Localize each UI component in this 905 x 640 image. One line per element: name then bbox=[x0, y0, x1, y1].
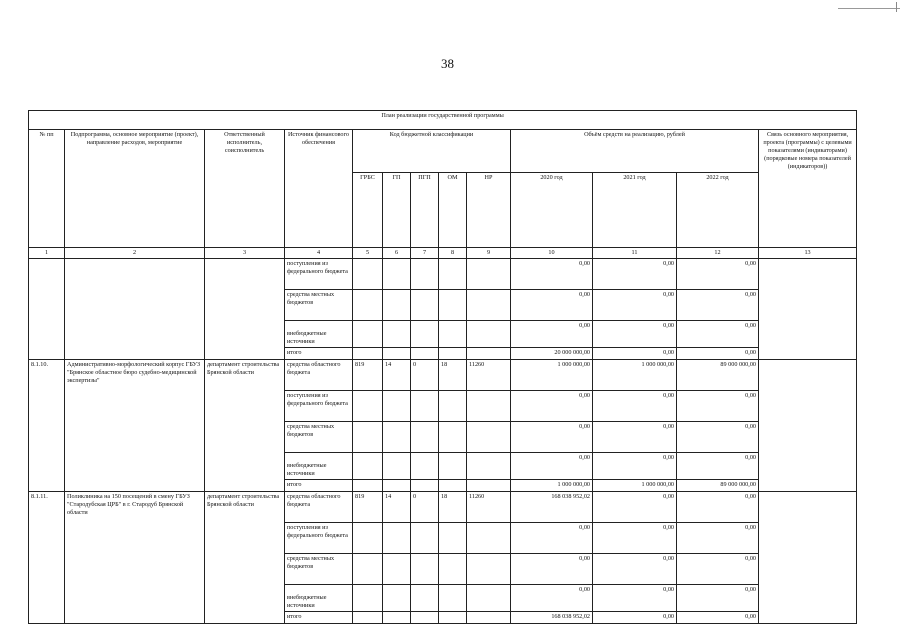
total-2021: 1 000 000,00 bbox=[593, 480, 677, 492]
col-number: 7 bbox=[411, 248, 439, 259]
page-number: 38 bbox=[441, 56, 454, 71]
col-number: 1 bbox=[29, 248, 65, 259]
header-pgp: ПГП bbox=[411, 173, 439, 248]
title-row bbox=[29, 111, 857, 130]
cell-empty bbox=[65, 259, 205, 360]
header-responsible: Ответственный исполнитель, соисполнитель bbox=[205, 130, 285, 248]
code-om: 18 bbox=[439, 360, 467, 391]
item-responsible: департамент строительства Брянской области bbox=[205, 492, 285, 624]
header-gp: ГП bbox=[383, 173, 411, 248]
header-source: Источник финансового обеспечения bbox=[285, 130, 353, 248]
header-budget-code: Код бюджетной классификации bbox=[353, 130, 511, 173]
header-volume: Объём средств на реализацию, рублей bbox=[511, 130, 759, 173]
item-name: Поликлиника на 150 посещений в смену ГБУЗ "Стародубская ЦРБ" в г. Стародуб Брянской области bbox=[65, 492, 205, 624]
table-row bbox=[29, 492, 857, 523]
source-extra: внебюджетные источники bbox=[285, 321, 353, 348]
source-local: средства местных бюджетов bbox=[285, 554, 353, 585]
item-number: 8.1.10. bbox=[29, 360, 65, 492]
code-om: 18 bbox=[439, 492, 467, 523]
code-gp: 14 bbox=[383, 492, 411, 523]
header-num: № пп bbox=[29, 130, 65, 248]
value-2021: 0,00 bbox=[593, 554, 677, 585]
value-2021: 0,00 bbox=[593, 391, 677, 422]
header-row bbox=[29, 130, 857, 173]
code-nr: 11260 bbox=[467, 360, 511, 391]
code-grbs: 819 bbox=[353, 492, 383, 523]
value-2021: 0,00 bbox=[593, 321, 677, 348]
col-number: 6 bbox=[383, 248, 411, 259]
value-2022: 0,00 bbox=[677, 585, 759, 612]
value-2020: 1 000 000,00 bbox=[511, 360, 593, 391]
total-2021: 0,00 bbox=[593, 348, 677, 360]
code-grbs: 819 bbox=[353, 360, 383, 391]
value-2021: 0,00 bbox=[593, 259, 677, 290]
value-2020: 168 038 952,02 bbox=[511, 492, 593, 523]
value-2021: 0,00 bbox=[593, 453, 677, 480]
source-federal: поступления из федерального бюджета bbox=[285, 259, 353, 290]
total-2020: 168 038 952,02 bbox=[511, 612, 593, 624]
source-extra: внебюджетные источники bbox=[285, 453, 353, 480]
top-mark bbox=[896, 2, 897, 12]
value-2020: 0,00 bbox=[511, 259, 593, 290]
cell-link bbox=[759, 259, 857, 360]
cell-empty bbox=[205, 259, 285, 360]
value-2022: 0,00 bbox=[677, 453, 759, 480]
total-2022: 89 000 000,00 bbox=[677, 480, 759, 492]
code-nr: 11260 bbox=[467, 492, 511, 523]
source-total: итого bbox=[285, 348, 353, 360]
value-2021: 0,00 bbox=[593, 290, 677, 321]
table-title: План реализации государственной программы bbox=[29, 111, 857, 130]
source-total: итого bbox=[285, 612, 353, 624]
value-2022: 0,00 bbox=[677, 321, 759, 348]
total-2022: 0,00 bbox=[677, 612, 759, 624]
source-total: итого bbox=[285, 480, 353, 492]
header-link: Связь основного мероприятия, проекта (программы) с целевыми показателями (индикаторами) (порядковые номера показателей (индикаторов)) bbox=[759, 130, 857, 248]
value-2021: 1 000 000,00 bbox=[593, 360, 677, 391]
value-2022: 0,00 bbox=[677, 422, 759, 453]
table-row bbox=[29, 360, 857, 391]
col-number: 5 bbox=[353, 248, 383, 259]
value-2022: 0,00 bbox=[677, 391, 759, 422]
total-2020: 20 000 000,00 bbox=[511, 348, 593, 360]
col-number: 9 bbox=[467, 248, 511, 259]
item-number: 8.1.11. bbox=[29, 492, 65, 624]
cell-link bbox=[759, 360, 857, 492]
col-number: 8 bbox=[439, 248, 467, 259]
source-regional: средства областного бюджета bbox=[285, 492, 353, 523]
source-local: средства местных бюджетов bbox=[285, 422, 353, 453]
col-number: 4 bbox=[285, 248, 353, 259]
source-local: средства местных бюджетов bbox=[285, 290, 353, 321]
col-number: 13 bbox=[759, 248, 857, 259]
source-federal: поступления из федерального бюджета bbox=[285, 391, 353, 422]
code-pgp: 0 bbox=[411, 360, 439, 391]
code-gp: 14 bbox=[383, 360, 411, 391]
column-numbers-row bbox=[29, 248, 857, 259]
header-2020: 2020 год bbox=[511, 173, 593, 248]
value-2022: 0,00 bbox=[677, 523, 759, 554]
source-regional: средства областного бюджета bbox=[285, 360, 353, 391]
header-2022: 2022 год bbox=[677, 173, 759, 248]
header-om: ОМ bbox=[439, 173, 467, 248]
cell-empty bbox=[29, 259, 65, 360]
total-2020: 1 000 000,00 bbox=[511, 480, 593, 492]
total-2022: 0,00 bbox=[677, 348, 759, 360]
value-2022: 0,00 bbox=[677, 492, 759, 523]
cell-link bbox=[759, 492, 857, 624]
source-extra: внебюджетные источники bbox=[285, 585, 353, 612]
header-nr: НР bbox=[467, 173, 511, 248]
top-rule bbox=[838, 8, 900, 9]
total-2021: 0,00 bbox=[593, 612, 677, 624]
header-2021: 2021 год bbox=[593, 173, 677, 248]
col-number: 12 bbox=[677, 248, 759, 259]
value-2021: 0,00 bbox=[593, 585, 677, 612]
value-2020: 0,00 bbox=[511, 585, 593, 612]
item-responsible: департамент строительства Брянской области bbox=[205, 360, 285, 492]
code-pgp: 0 bbox=[411, 492, 439, 523]
item-name: Административно-морфологический корпус ГБУЗ "Брянское областное бюро судебно-медицинской экспертизы" bbox=[65, 360, 205, 492]
value-2020: 0,00 bbox=[511, 453, 593, 480]
header-subprogram: Подпрограмма, основное мероприятие (проект), направление расходов, мероприятие bbox=[65, 130, 205, 248]
value-2020: 0,00 bbox=[511, 554, 593, 585]
col-number: 3 bbox=[205, 248, 285, 259]
value-2022: 0,00 bbox=[677, 554, 759, 585]
source-federal: поступления из федерального бюджета bbox=[285, 523, 353, 554]
table-row bbox=[29, 259, 857, 290]
value-2022: 0,00 bbox=[677, 290, 759, 321]
col-number: 11 bbox=[593, 248, 677, 259]
col-number: 2 bbox=[65, 248, 205, 259]
value-2020: 0,00 bbox=[511, 321, 593, 348]
value-2021: 0,00 bbox=[593, 492, 677, 523]
value-2020: 0,00 bbox=[511, 391, 593, 422]
value-2021: 0,00 bbox=[593, 523, 677, 554]
value-2022: 0,00 bbox=[677, 259, 759, 290]
col-number: 10 bbox=[511, 248, 593, 259]
value-2022: 89 000 000,00 bbox=[677, 360, 759, 391]
value-2021: 0,00 bbox=[593, 422, 677, 453]
value-2020: 0,00 bbox=[511, 523, 593, 554]
value-2020: 0,00 bbox=[511, 422, 593, 453]
value-2020: 0,00 bbox=[511, 290, 593, 321]
plan-table bbox=[28, 110, 857, 624]
header-grbs: ГРБС bbox=[353, 173, 383, 248]
